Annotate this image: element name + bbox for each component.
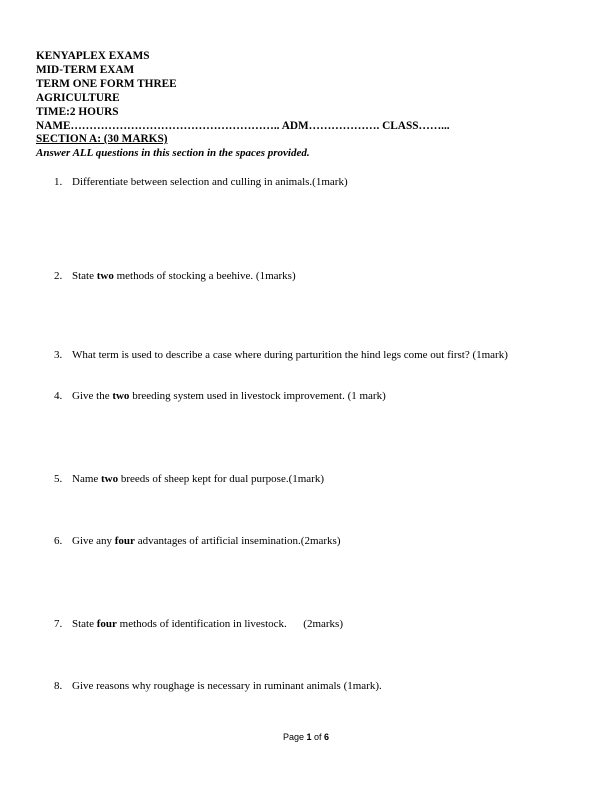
page-footer xyxy=(0,732,612,742)
question-text-end: breeds of sheep kept for dual purpose.(1mark) xyxy=(118,473,324,485)
question-text: What term is used to describe a case where during parturition the hind legs come out first? (1mark) xyxy=(72,349,508,361)
question-emphasis: two xyxy=(112,390,130,402)
question-text: State xyxy=(72,618,97,630)
question-text-end: advantages of artificial insemination.(2marks) xyxy=(134,535,341,547)
question-text: Name xyxy=(72,473,102,485)
question-3 xyxy=(54,349,508,361)
term-form: TERM ONE FORM THREE xyxy=(36,77,177,90)
question-number: 3. xyxy=(54,349,63,361)
question-5 xyxy=(54,473,324,485)
subject: AGRICULTURE xyxy=(36,91,120,104)
question-2 xyxy=(54,270,296,282)
page-total: 6 xyxy=(324,732,330,742)
question-text: Give any xyxy=(72,535,115,547)
question-emphasis: two xyxy=(101,473,119,485)
question-1 xyxy=(54,176,348,188)
question-8 xyxy=(54,680,382,692)
question-text-end: methods of stocking a beehive. (1marks) xyxy=(113,270,296,282)
question-text-end: methods of identification in livestock. (2marks) xyxy=(116,618,343,630)
page-label: Page xyxy=(282,732,307,742)
question-text: Differentiate between selection and culling in animals.(1mark) xyxy=(72,176,348,188)
question-7 xyxy=(54,618,343,630)
question-number: 1. xyxy=(54,176,63,188)
question-number: 2. xyxy=(54,270,63,282)
student-details-line: NAME……………………………………………….. ADM………………. CLASS……... xyxy=(36,119,450,132)
question-emphasis: four xyxy=(114,535,135,547)
question-number: 6. xyxy=(54,535,63,547)
exam-type: MID-TERM EXAM xyxy=(36,63,135,76)
question-text-end: breeding system used in livestock improvement. (1 mark) xyxy=(129,390,386,402)
school-name: KENYAPLEX EXAMS xyxy=(36,50,150,62)
question-text: Give the xyxy=(72,390,113,402)
page-number: 1 xyxy=(306,732,312,742)
exam-time: TIME:2 HOURS xyxy=(36,105,119,118)
question-text: State xyxy=(72,270,97,282)
exam-header xyxy=(36,50,450,133)
question-number: 4. xyxy=(54,390,63,402)
question-6 xyxy=(54,535,341,547)
question-number: 5. xyxy=(54,473,63,485)
question-number: 7. xyxy=(54,618,63,630)
question-number: 8. xyxy=(54,680,63,692)
question-emphasis: two xyxy=(96,270,114,282)
section-instruction: Answer ALL questions in this section in the spaces provided. xyxy=(36,147,310,159)
question-4 xyxy=(54,390,386,402)
section-title: SECTION A: (30 MARKS) xyxy=(36,133,168,145)
question-text: Give reasons why roughage is necessary in ruminant animals (1mark). xyxy=(72,680,382,692)
page-of-label: of xyxy=(311,732,325,742)
question-emphasis: four xyxy=(96,618,117,630)
